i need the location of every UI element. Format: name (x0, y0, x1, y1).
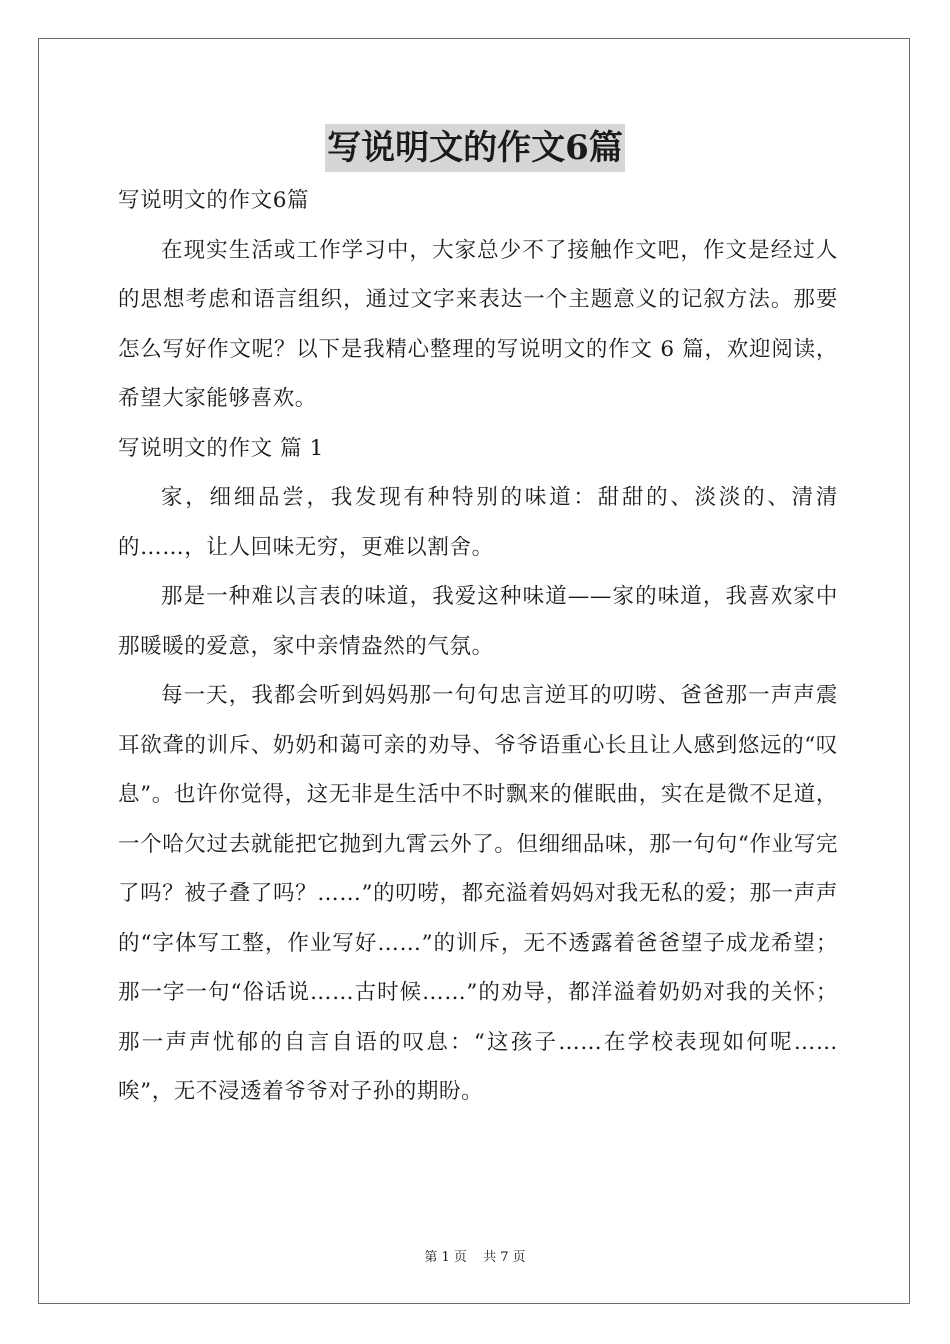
page-number: 第 1 页 (424, 1250, 467, 1265)
body-paragraph-2: 那是一种难以言表的味道，我爱这种味道——家的味道，我喜欢家中那暖暖的爱意，家中亲情盎然的气氛。 (118, 584, 838, 659)
document-title: 写说明文的作文6篇 (325, 124, 625, 172)
intro-paragraph: 在现实生活或工作学习中，大家总少不了接触作文吧，作文是经过人的思想考虑和语言组织，通过文字来表达一个主题意义的记叙方法。那要怎么写好作文呢？以下是我精心整理的写说明文的作文 6 篇，欢迎阅读，希望大家能够喜欢。 (118, 237, 838, 411)
body-paragraph-3: 每一天，我都会听到妈妈那一句句忠言逆耳的叨唠、爸爸那一声声震耳欲聋的训斥、奶奶和蔼可亲的劝导、爷爷语重心长且让人感到悠远的“叹息”。也许你觉得，这无非是生活中不时飘来的催眠曲，实在是微不足道，一个哈欠过去就能把它抛到九霄云外了。但细细品味，那一句句“作业写完了吗？被子叠了吗？……”的叨唠，都充溢着妈妈对我无私的爱；那一声声的“字体写工整，作业写好……”的训斥，无不透露着爸爸望子成龙希望；那一字一句“俗话说……古时候……”的劝导，都洋溢着奶奶对我的关怀；那一声声忧郁的自言自语的叹息：“这孩子……在学校表现如何呢……唉”，无不浸透着爷爷对子孙的期盼。 (118, 683, 838, 1104)
document-body (118, 176, 838, 1117)
section-heading: 写说明文的作文 篇 1 (118, 435, 324, 461)
page-total: 共 7 页 (483, 1250, 526, 1265)
page-footer (0, 1246, 950, 1265)
title-area (0, 124, 950, 172)
body-paragraph-1: 家，细细品尝，我发现有种特别的味道：甜甜的、淡淡的、清清的……，让人回味无穷，更难以割舍。 (118, 485, 838, 560)
document-subtitle: 写说明文的作文6篇 (118, 188, 310, 213)
